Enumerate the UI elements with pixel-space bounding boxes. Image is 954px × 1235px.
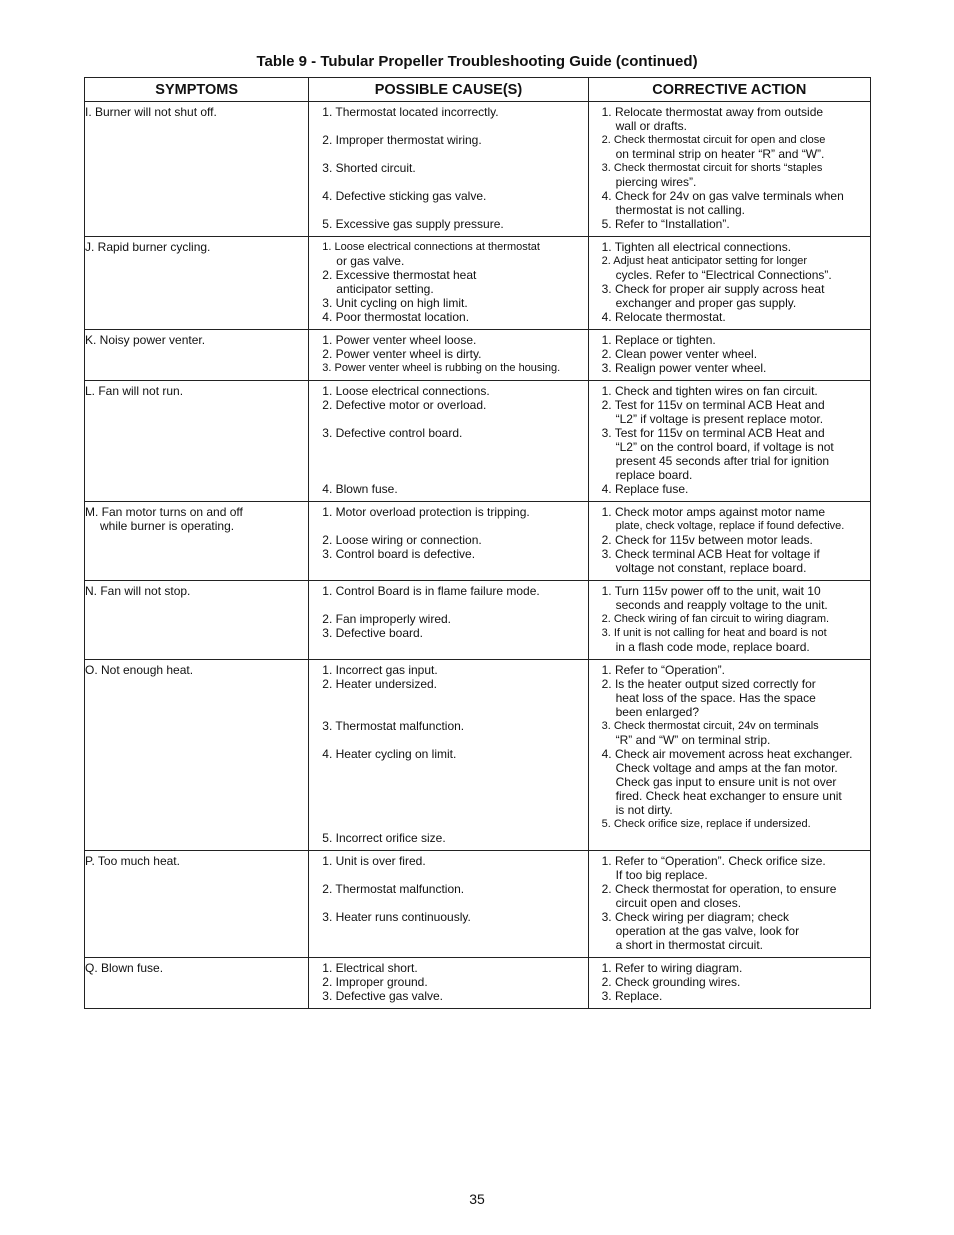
action-line: 1. Replace or tighten. xyxy=(601,333,716,347)
action-line: 4. Replace fuse. xyxy=(601,482,689,496)
action-cell xyxy=(588,958,870,1009)
cause-line: 2. Defective motor or overload. xyxy=(322,398,487,412)
action-line: fired. Check heat exchanger to ensure unit xyxy=(615,789,842,803)
action-line: is not dirty. xyxy=(615,803,673,817)
cause-line: 3. Heater runs continuously. xyxy=(322,910,471,924)
action-line: 3. Check wiring per diagram; check xyxy=(601,910,790,924)
cause-cell xyxy=(309,958,588,1009)
action-line: 1. Refer to “Operation”. xyxy=(601,663,726,677)
symptom-line: O. Not enough heat. xyxy=(85,663,194,677)
cause-line: 1. Loose electrical connections. xyxy=(322,384,490,398)
cause-line xyxy=(309,147,587,161)
action-line: “L2” on the control board, if voltage is not xyxy=(615,440,834,454)
action-line: “R” and “W” on terminal strip. xyxy=(615,733,771,747)
cause-line: 3. Power venter wheel is rubbing on the housing. xyxy=(322,362,561,374)
action-line: piercing wires”. xyxy=(615,175,697,189)
table-row xyxy=(85,851,871,958)
table-row xyxy=(85,381,871,502)
symptom-line: K. Noisy power venter. xyxy=(85,333,206,347)
symptom-cell xyxy=(85,958,309,1009)
symptom-line: M. Fan motor turns on and off xyxy=(85,505,243,519)
table-row xyxy=(85,581,871,660)
cause-line xyxy=(309,896,587,910)
cause-line: 3. Thermostat malfunction. xyxy=(322,719,465,733)
header-symptoms: SYMPTOMS xyxy=(85,78,309,102)
cause-line: 4. Blown fuse. xyxy=(322,482,398,496)
table-row xyxy=(85,102,871,237)
action-line: plate, check voltage, replace if found defective. xyxy=(615,520,845,532)
action-cell xyxy=(588,502,870,581)
action-line: 2. Test for 115v on terminal ACB Heat and xyxy=(601,398,825,412)
action-line: 4. Check for 24v on gas valve terminals when xyxy=(601,189,844,203)
cause-line xyxy=(309,175,587,189)
action-line: 3. Check thermostat circuit for shorts “staples xyxy=(601,162,823,174)
cause-line xyxy=(309,761,587,775)
cause-line xyxy=(309,519,587,533)
cause-line xyxy=(309,412,587,426)
cause-line: 4. Heater cycling on limit. xyxy=(322,747,457,761)
action-line: 5. Check orifice size, replace if undersized. xyxy=(601,818,811,830)
action-cell xyxy=(588,381,870,502)
action-cell xyxy=(588,581,870,660)
action-line: 2. Is the heater output sized correctly for xyxy=(601,677,816,691)
cause-line: 1. Loose electrical connections at thermostat xyxy=(322,241,540,253)
action-line: 1. Check motor amps against motor name xyxy=(601,505,826,519)
action-line: voltage not constant, replace board. xyxy=(615,561,807,575)
action-line: 3. Test for 115v on terminal ACB Heat and xyxy=(601,426,825,440)
table-row xyxy=(85,330,871,381)
table-row xyxy=(85,237,871,330)
cause-line xyxy=(309,203,587,217)
table-row xyxy=(85,502,871,581)
cause-line: 3. Defective board. xyxy=(322,626,424,640)
header-corrective-action: CORRECTIVE ACTION xyxy=(588,78,870,102)
symptom-line: I. Burner will not shut off. xyxy=(85,105,217,119)
symptom-cell xyxy=(85,330,309,381)
cause-line: 5. Incorrect orifice size. xyxy=(322,831,446,845)
cause-line: 4. Defective sticking gas valve. xyxy=(322,189,487,203)
cause-cell xyxy=(309,581,588,660)
cause-cell xyxy=(309,660,588,851)
action-line: If too big replace. xyxy=(615,868,708,882)
action-line: 1. Check and tighten wires on fan circuit. xyxy=(601,384,818,398)
cause-line: 2. Heater undersized. xyxy=(322,677,438,691)
action-line: exchanger and proper gas supply. xyxy=(615,296,797,310)
cause-cell xyxy=(309,102,588,237)
symptom-line: Q. Blown fuse. xyxy=(85,961,164,975)
action-line: 2. Adjust heat anticipator setting for longer xyxy=(601,255,808,267)
table-row xyxy=(85,660,871,851)
action-line: operation at the gas valve, look for xyxy=(615,924,800,938)
cause-line xyxy=(309,598,587,612)
cause-line xyxy=(309,468,587,482)
cause-line: 2. Loose wiring or connection. xyxy=(322,533,482,547)
cause-line: 2. Fan improperly wired. xyxy=(322,612,451,626)
action-line: been enlarged? xyxy=(615,705,700,719)
cause-line: 1. Electrical short. xyxy=(322,961,418,975)
action-line: 1. Refer to wiring diagram. xyxy=(601,961,743,975)
cause-line: 2. Thermostat malfunction. xyxy=(322,882,465,896)
cause-line: 4. Poor thermostat location. xyxy=(322,310,470,324)
cause-line: 1. Motor overload protection is tripping. xyxy=(322,505,530,519)
action-cell xyxy=(588,660,870,851)
action-line: 3. Check thermostat circuit, 24v on terminals xyxy=(601,720,819,732)
cause-line: 1. Unit is over fired. xyxy=(322,854,426,868)
action-line: heat loss of the space. Has the space xyxy=(615,691,816,705)
symptom-line: J. Rapid burner cycling. xyxy=(85,240,211,254)
symptom-line: while burner is operating. xyxy=(100,519,235,533)
cause-cell xyxy=(309,502,588,581)
table-title: Table 9 - Tubular Propeller Troubleshooting Guide (continued) xyxy=(256,53,698,70)
cause-line xyxy=(309,803,587,817)
action-line: wall or drafts. xyxy=(615,119,687,133)
action-cell xyxy=(588,237,870,330)
action-line: 1. Refer to “Operation”. Check orifice size. xyxy=(601,854,826,868)
action-line: in a flash code mode, replace board. xyxy=(615,640,810,654)
header-row xyxy=(85,78,871,102)
action-line: “L2” if voltage is present replace motor. xyxy=(615,412,824,426)
cause-line xyxy=(309,440,587,454)
action-line: seconds and reapply voltage to the unit. xyxy=(615,598,828,612)
action-line: 2. Check thermostat circuit for open and close xyxy=(601,134,826,146)
cause-line xyxy=(309,789,587,803)
symptom-line: L. Fan will not run. xyxy=(85,384,184,398)
action-line: 5. Refer to “Installation”. xyxy=(601,217,730,231)
cause-line: 3. Control board is defective. xyxy=(322,547,476,561)
cause-line xyxy=(309,119,587,133)
cause-line: 1. Control Board is in flame failure mode. xyxy=(322,584,540,598)
symptom-cell xyxy=(85,851,309,958)
action-line: 4. Check air movement across heat exchanger. xyxy=(601,747,853,761)
action-line: 2. Clean power venter wheel. xyxy=(601,347,758,361)
action-cell xyxy=(588,330,870,381)
action-line: 3. Realign power venter wheel. xyxy=(601,361,767,375)
cause-cell xyxy=(309,330,588,381)
cause-line: 2. Power venter wheel is dirty. xyxy=(322,347,482,361)
troubleshooting-table xyxy=(84,77,871,1009)
symptom-cell xyxy=(85,102,309,237)
symptom-line: N. Fan will not stop. xyxy=(85,584,191,598)
page-number: 35 xyxy=(469,1191,485,1207)
action-line: 1. Tighten all electrical connections. xyxy=(601,240,792,254)
action-line: 3. Check for proper air supply across heat xyxy=(601,282,825,296)
cause-cell xyxy=(309,851,588,958)
cause-line xyxy=(309,817,587,831)
cause-line xyxy=(309,454,587,468)
action-line: a short in thermostat circuit. xyxy=(615,938,764,952)
cause-line: 2. Improper ground. xyxy=(322,975,428,989)
action-line: circuit open and closes. xyxy=(615,896,742,910)
cause-line: 3. Defective control board. xyxy=(322,426,463,440)
action-line: Check gas input to ensure unit is not over xyxy=(615,775,837,789)
cause-line: 1. Power venter wheel loose. xyxy=(322,333,477,347)
cause-line: or gas valve. xyxy=(336,254,405,268)
action-line: 1. Turn 115v power off to the unit, wait 10 xyxy=(601,584,821,598)
header-possible-causes: POSSIBLE CAUSE(S) xyxy=(309,78,588,102)
symptom-cell xyxy=(85,237,309,330)
cause-line xyxy=(309,691,587,705)
symptom-cell xyxy=(85,660,309,851)
action-cell xyxy=(588,851,870,958)
cause-line xyxy=(309,705,587,719)
action-line: cycles. Refer to “Electrical Connections”. xyxy=(615,268,832,282)
cause-line: 1. Thermostat located incorrectly. xyxy=(322,105,499,119)
cause-line: 2. Excessive thermostat heat xyxy=(322,268,477,282)
cause-line: anticipator setting. xyxy=(336,282,434,296)
cause-line: 2. Improper thermostat wiring. xyxy=(322,133,482,147)
action-line: 1. Relocate thermostat away from outside xyxy=(601,105,824,119)
action-line: 2. Check for 115v between motor leads. xyxy=(601,533,813,547)
cause-cell xyxy=(309,381,588,502)
action-line: 3. Replace. xyxy=(601,989,663,1003)
symptom-line: P. Too much heat. xyxy=(85,854,180,868)
action-line: 2. Check thermostat for operation, to ensure xyxy=(601,882,837,896)
table-row xyxy=(85,958,871,1009)
action-line: present 45 seconds after trial for ignition xyxy=(615,454,830,468)
action-line: Check voltage and amps at the fan motor. xyxy=(615,761,838,775)
cause-line: 3. Unit cycling on high limit. xyxy=(322,296,468,310)
action-line: 4. Relocate thermostat. xyxy=(601,310,726,324)
action-line: replace board. xyxy=(615,468,693,482)
cause-line: 3. Shorted circuit. xyxy=(322,161,416,175)
cause-line xyxy=(309,733,587,747)
cause-line xyxy=(309,775,587,789)
action-line: 3. Check terminal ACB Heat for voltage if xyxy=(601,547,820,561)
action-line: on terminal strip on heater “R” and “W”. xyxy=(615,147,825,161)
cause-line xyxy=(309,868,587,882)
action-line: 3. If unit is not calling for heat and board is not xyxy=(601,627,827,639)
symptom-cell xyxy=(85,381,309,502)
cause-line: 3. Defective gas valve. xyxy=(322,989,444,1003)
action-line: 2. Check wiring of fan circuit to wiring diagram. xyxy=(601,613,830,625)
symptom-cell xyxy=(85,502,309,581)
cause-line: 5. Excessive gas supply pressure. xyxy=(322,217,504,231)
action-line: thermostat is not calling. xyxy=(615,203,746,217)
action-line: 2. Check grounding wires. xyxy=(601,975,741,989)
cause-cell xyxy=(309,237,588,330)
symptom-cell xyxy=(85,581,309,660)
action-cell xyxy=(588,102,870,237)
cause-line: 1. Incorrect gas input. xyxy=(322,663,438,677)
